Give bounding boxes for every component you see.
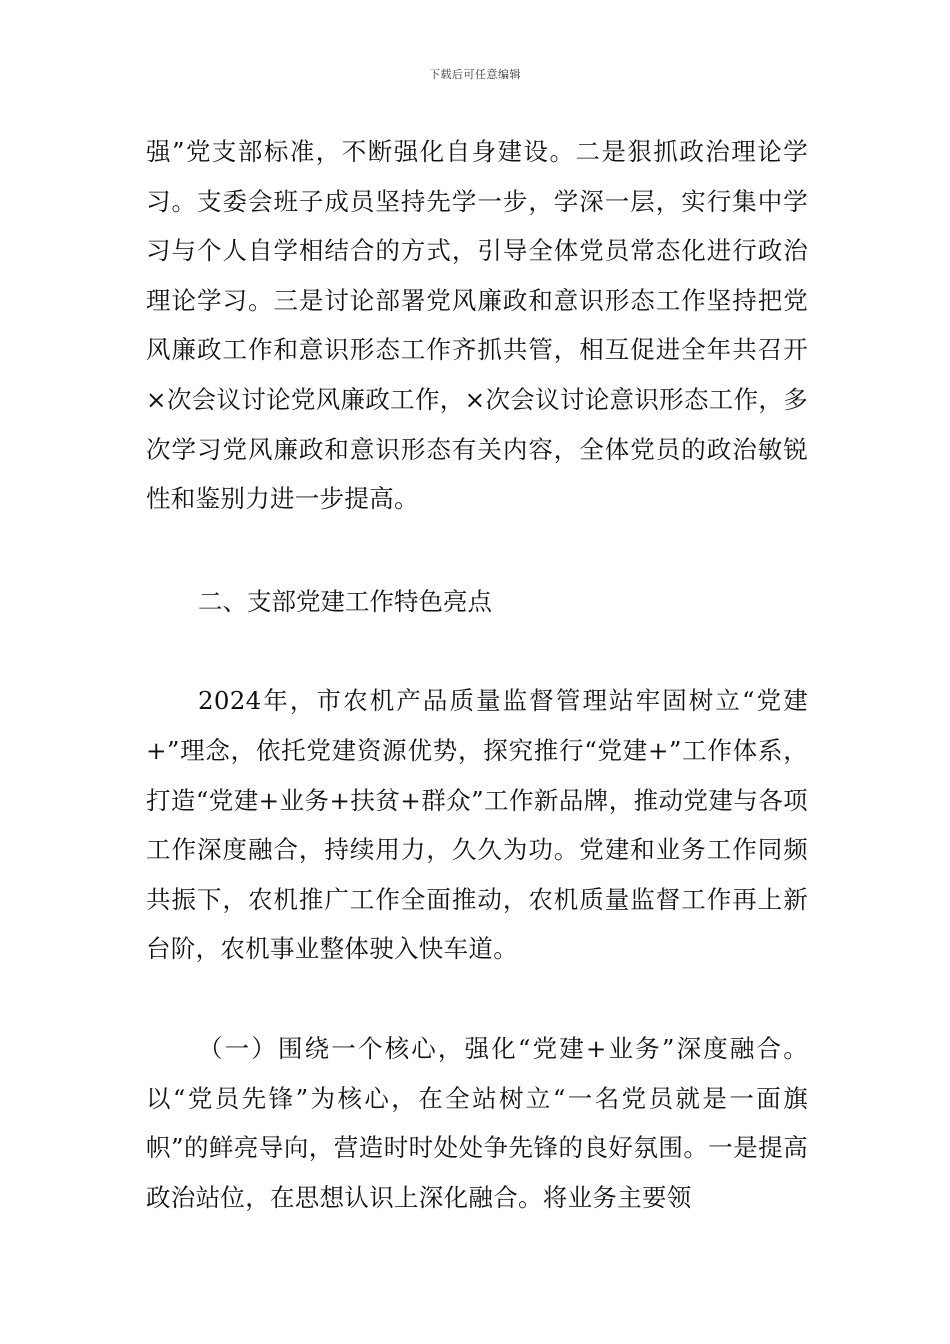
paragraph-core-integration: （一）围绕一个核心，强化“党建+业务”深度融合。以“党员先锋”为核心，在全站树立“一名党员就是一面旗帜”的鲜亮导向，营造时时处处争先锋的良好氛围。一是提高政治站位，在思想认识上深化融合。将业务主要领 [146,1033,808,1212]
section-heading: 二、支部党建工作特色亮点 [198,586,492,616]
paragraph-party-discipline: 强”党支部标准，不断强化自身建设。二是狠抓政治理论学习。支委会班子成员坚持先学一步，学深一层，实行集中学习与个人自学相结合的方式，引导全体党员常态化进行政治理论学习。三是讨论部署党风廉政和意识形态工作坚持把党风廉政工作和意识形态工作齐抓共管，相互促进全年共召开×次会议讨论党风廉政工作，×次会议讨论意识形态工作，多次学习党风廉政和意识形态有关内容，全体党员的政治敏锐性和鉴别力进一步提高。 [146,137,808,514]
page-header: 下载后可任意编辑 [429,68,521,81]
paragraph-party-building-plus: 2024年，市农机产品质量监督管理站牢固树立“党建+”理念，依托党建资源优势，探究推行“党建+”工作体系，打造“党建+业务+扶贫+群众”工作新品牌，推动党建与各项工作深度融合，持续用力，久久为功。党建和业务工作同频共振下，农机推广工作全面推动，农机质量监督工作再上新台阶，农机事业整体驶入快车道。 [146,686,808,964]
document-body [146,127,808,1222]
